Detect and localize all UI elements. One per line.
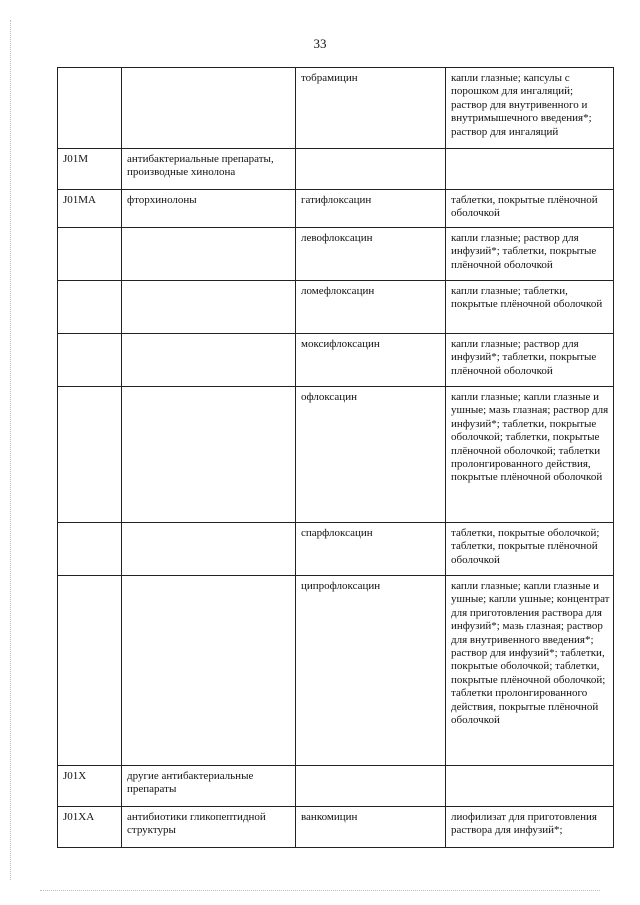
table-row (58, 228, 614, 281)
dosage-form-cell: капли глазные; раствор для инфузий*; таблетки, покрытые плёночной оболочкой (446, 334, 614, 387)
dosage-form-cell: лиофилизат для приготовления раствора для инфузий*; (446, 807, 614, 848)
drug-name-cell: ломефлоксацин (296, 281, 446, 334)
group-cell (122, 576, 296, 766)
atc-code-cell: J01MA (58, 190, 122, 228)
group-cell (122, 523, 296, 576)
group-cell: фторхинолоны (122, 190, 296, 228)
table-row (58, 576, 614, 766)
dosage-form-cell: капли глазные; капли глазные и ушные; мазь глазная; раствор для инфузий*; таблетки, покрытые оболочкой; таблетки, покрытые плёночной оболочкой; таблетки пролонгированного действия, покрытые плёночной оболочкой (446, 387, 614, 523)
atc-code-cell (58, 68, 122, 149)
table-row (58, 68, 614, 149)
drug-name-cell: ванкомицин (296, 807, 446, 848)
scan-edge-left (10, 20, 12, 880)
dosage-form-cell: таблетки, покрытые плёночной оболочкой (446, 190, 614, 228)
group-cell (122, 281, 296, 334)
group-cell: антибактериальные препараты, производные хинолона (122, 149, 296, 190)
drug-table (57, 67, 614, 848)
atc-code-cell (58, 334, 122, 387)
group-cell (122, 228, 296, 281)
group-cell (122, 68, 296, 149)
dosage-form-cell: таблетки, покрытые оболочкой; таблетки, покрытые плёночной оболочкой (446, 523, 614, 576)
atc-code-cell: J01XA (58, 807, 122, 848)
drug-name-cell: ципрофлоксацин (296, 576, 446, 766)
drug-name-cell: левофлоксацин (296, 228, 446, 281)
atc-code-cell (58, 387, 122, 523)
dosage-form-cell: капли глазные; таблетки, покрытые плёночной оболочкой (446, 281, 614, 334)
group-cell: другие антибактериальные препараты (122, 766, 296, 807)
dosage-form-cell (446, 149, 614, 190)
table-row (58, 149, 614, 190)
dosage-form-cell: капли глазные; капли глазные и ушные; капли ушные; концентрат для приготовления раствора для инфузий*; мазь глазная; раствор для внутривенного введения*; раствор для инфузий*; таблетки, покрытые оболочкой; таблетки, покрытые плёночной оболочкой; таблетки пролонгированного действия, покрытые плёночной оболочкой (446, 576, 614, 766)
group-cell (122, 334, 296, 387)
dosage-form-cell: капли глазные; капсулы с порошком для ингаляций; раствор для внутривенного и внутримышечного введения*; раствор для ингаляций (446, 68, 614, 149)
atc-code-cell (58, 576, 122, 766)
table-row (58, 523, 614, 576)
table-row (58, 387, 614, 523)
table-row (58, 190, 614, 228)
group-cell (122, 387, 296, 523)
scan-edge-bottom (40, 890, 600, 892)
drug-name-cell: тобрамицин (296, 68, 446, 149)
atc-code-cell: J01M (58, 149, 122, 190)
drug-name-cell: офлоксацин (296, 387, 446, 523)
table-row (58, 281, 614, 334)
atc-code-cell (58, 281, 122, 334)
drug-name-cell (296, 766, 446, 807)
table-row (58, 766, 614, 807)
atc-code-cell (58, 228, 122, 281)
drug-name-cell (296, 149, 446, 190)
drug-name-cell: моксифлоксацин (296, 334, 446, 387)
page-number: 33 (313, 36, 327, 51)
dosage-form-cell: капли глазные; раствор для инфузий*; таблетки, покрытые плёночной оболочкой (446, 228, 614, 281)
table-row (58, 334, 614, 387)
drug-name-cell: спарфлоксацин (296, 523, 446, 576)
table-row (58, 807, 614, 848)
group-cell: антибиотики гликопептидной структуры (122, 807, 296, 848)
atc-code-cell (58, 523, 122, 576)
drug-name-cell: гатифлоксацин (296, 190, 446, 228)
atc-code-cell: J01X (58, 766, 122, 807)
dosage-form-cell (446, 766, 614, 807)
